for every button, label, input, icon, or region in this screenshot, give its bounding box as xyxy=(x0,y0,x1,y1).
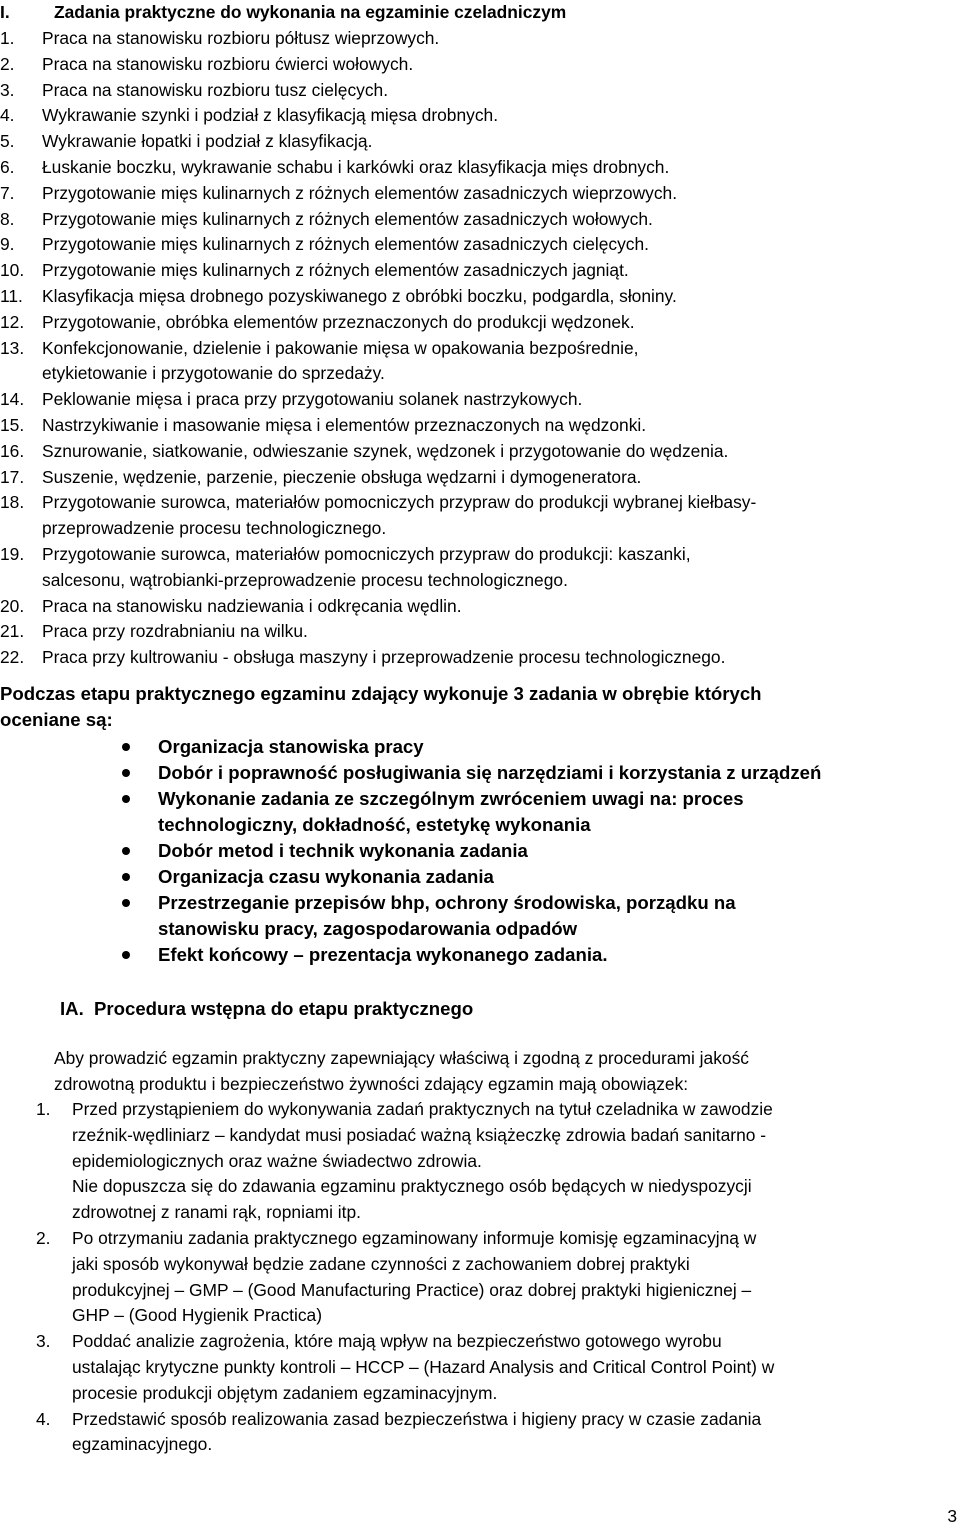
task-item xyxy=(0,336,958,388)
task-item xyxy=(0,232,958,258)
task-text xyxy=(42,181,958,207)
task-text-line: Łuskanie boczku, wykrawanie schabu i karkówki oraz klasyfikacja mięs drobnych. xyxy=(42,156,670,177)
task-item xyxy=(0,645,958,671)
task-number: 3. xyxy=(0,79,15,100)
task-text-line: Przygotowanie mięs kulinarnych z różnych elementów zasadniczych wieprzowych. xyxy=(42,182,678,203)
criterion-text xyxy=(158,760,958,786)
task-text xyxy=(42,619,958,645)
task-text-line: przeprowadzenie procesu technologicznego. xyxy=(42,518,387,539)
procedure-step-line: Po otrzymaniu zadania praktycznego egzaminowany informuje komisję egzaminacyjną w xyxy=(72,1227,757,1248)
task-text-line: Nastrzykiwanie i masowanie mięsa i elementów przeznaczonych na wędzonki. xyxy=(42,414,647,435)
criterion-text xyxy=(158,734,958,760)
task-number: 7. xyxy=(0,182,15,203)
bullet-icon xyxy=(0,864,158,890)
task-item xyxy=(0,619,958,645)
task-text xyxy=(42,310,958,336)
task-number: 5. xyxy=(0,131,15,152)
criterion-item xyxy=(0,734,958,760)
task-item xyxy=(0,490,958,542)
task-text-line: Konfekcjonowanie, dzielenie i pakowanie mięsa w opakowania bezpośrednie, xyxy=(42,337,639,358)
procedure-step xyxy=(0,1226,958,1329)
task-text xyxy=(42,465,958,491)
task-text-line: Praca przy rozdrabnianiu na wilku. xyxy=(42,621,308,642)
task-text xyxy=(42,387,958,413)
procedure-step-line: Przed przystąpieniem do wykonywania zadań praktycznych na tytuł czeladnika w zawodzie xyxy=(72,1099,773,1119)
procedure-step-number: 2. xyxy=(36,1227,51,1248)
task-item xyxy=(0,258,958,284)
procedure-heading xyxy=(60,996,940,1022)
task-text xyxy=(42,155,958,181)
criterion-item xyxy=(0,838,958,864)
task-text-line: Klasyfikacja mięsa drobnego pozyskiwanego z obróbki boczku, podgardla, słoniny. xyxy=(42,285,677,306)
task-number: 17. xyxy=(0,466,25,487)
task-number: 10. xyxy=(0,260,25,281)
criterion-text xyxy=(158,890,958,942)
task-item xyxy=(0,542,958,594)
task-number: 20. xyxy=(0,595,25,616)
procedure-step-line: Nie dopuszcza się do zdawania egzaminu praktycznego osób będących w niedyspozycji xyxy=(72,1176,752,1197)
task-number: 21. xyxy=(0,621,25,642)
task-text xyxy=(42,129,958,155)
criterion-text-line: Dobór metod i technik wykonania zadania xyxy=(158,840,528,861)
task-number: 4. xyxy=(0,105,15,126)
procedure-intro-line: zdrowotną produktu i bezpieczeństwo żywności zdający egzamin mają obowiązek: xyxy=(54,1073,689,1094)
task-item xyxy=(0,387,958,413)
task-item xyxy=(0,594,958,620)
procedure-step-text xyxy=(72,1097,958,1226)
task-text xyxy=(42,26,958,52)
task-item xyxy=(0,310,958,336)
task-text-line: Praca na stanowisku rozbioru ćwierci wołowych. xyxy=(42,53,414,74)
task-text-line: Przygotowanie surowca, materiałów pomocniczych przypraw do produkcji wybranej kiełbasy- xyxy=(42,492,757,513)
procedure-step xyxy=(0,1407,958,1459)
criterion-text-line: Efekt końcowy – prezentacja wykonanego zadania. xyxy=(158,944,608,965)
task-text-line: Przygotowanie mięs kulinarnych z różnych elementów zasadniczych wołowych. xyxy=(42,208,653,229)
procedure-step-line: zdrowotnej z ranami rąk, ropniami itp. xyxy=(72,1202,361,1223)
procedure-step-line: procesie produkcji objętym zadaniem egzaminacyjnym. xyxy=(72,1382,498,1403)
task-text-line: salcesonu, wątrobianki-przeprowadzenie procesu technologicznego. xyxy=(42,569,568,590)
procedure-step-line: egzaminacyjnego. xyxy=(72,1434,213,1455)
procedure-title: Procedura wstępna do etapu praktycznego xyxy=(94,998,474,1019)
task-text xyxy=(42,207,958,233)
task-text xyxy=(42,336,958,388)
task-text-line: Przygotowanie mięs kulinarnych z różnych elementów zasadniczych cielęcych. xyxy=(42,234,650,255)
task-text-line: Sznurowanie, siatkowanie, odwieszanie szynek, wędzonek i przygotowanie do wędzenia. xyxy=(42,440,729,461)
task-number: 14. xyxy=(0,389,25,410)
task-text xyxy=(42,413,958,439)
criterion-text-line: Przestrzeganie przepisów bhp, ochrony środowiska, porządku na xyxy=(158,892,736,913)
task-text xyxy=(42,52,958,78)
procedure-step-text xyxy=(72,1407,958,1459)
procedure-intro xyxy=(54,1046,934,1098)
task-number: 8. xyxy=(0,208,15,229)
task-item xyxy=(0,103,958,129)
criterion-text-line: Dobór i poprawność posługiwania się narzędziami i korzystania z urządzeń xyxy=(158,762,822,783)
task-number: 16. xyxy=(0,440,25,461)
criterion-text-line: technologiczny, dokładność, estetykę wykonania xyxy=(158,814,591,835)
procedure-number: IA. xyxy=(60,998,84,1019)
task-item xyxy=(0,26,958,52)
procedure-step-line: ustalając krytyczne punkty kontroli – HCCP – (Hazard Analysis and Critical Control Point) w xyxy=(72,1356,775,1377)
criterion-text-line: Organizacja czasu wykonania zadania xyxy=(158,866,494,887)
exam-description-line: Podczas etapu praktycznego egzaminu zdający wykonuje 3 zadania w obrębie których xyxy=(0,683,762,704)
exam-description-line: oceniane są: xyxy=(0,709,113,730)
criterion-text-line: Wykonanie zadania ze szczególnym zwróceniem uwagi na: proces xyxy=(158,788,744,809)
task-number: 9. xyxy=(0,234,15,255)
procedure-step-text xyxy=(72,1329,958,1406)
task-text xyxy=(42,645,958,671)
task-item xyxy=(0,78,958,104)
procedure-step xyxy=(0,1097,958,1226)
criterion-item xyxy=(0,942,958,968)
task-text xyxy=(42,232,958,258)
criterion-text xyxy=(158,786,958,838)
procedure-intro-line: Aby prowadzić egzamin praktyczny zapewniający właściwą i zgodną z procedurami jakość xyxy=(54,1048,749,1068)
criterion-item xyxy=(0,760,958,786)
task-number: 12. xyxy=(0,311,25,332)
criterion-text xyxy=(158,838,958,864)
task-text xyxy=(42,490,958,542)
task-text xyxy=(42,78,958,104)
criterion-item xyxy=(0,890,958,942)
procedure-step-line: rzeźnik-wędliniarz – kandydat musi posiadać ważną książeczkę zdrowia badań sanitarno - xyxy=(72,1124,767,1145)
bullet-icon xyxy=(0,890,158,942)
procedure-step xyxy=(0,1329,958,1406)
task-number: 15. xyxy=(0,414,25,435)
procedure-step-line: Przedstawić sposób realizowania zasad bezpieczeństwa i higieny pracy w czasie zadania xyxy=(72,1408,762,1429)
task-item xyxy=(0,465,958,491)
criterion-item xyxy=(0,786,958,838)
task-number: 22. xyxy=(0,647,25,668)
criterion-text-line: stanowisku pracy, zagospodarowania odpadów xyxy=(158,918,578,939)
task-text xyxy=(42,542,958,594)
task-item xyxy=(0,181,958,207)
task-item xyxy=(0,413,958,439)
task-text-line: Przygotowanie, obróbka elementów przeznaczonych do produkcji wędzonek. xyxy=(42,311,635,332)
criterion-text xyxy=(158,864,958,890)
procedure-step-line: produkcyjnej – GMP – (Good Manufacturing Practice) oraz dobrej praktyki higienicznej – xyxy=(72,1279,752,1300)
procedure-step-text xyxy=(72,1226,958,1329)
task-text-line: Peklowanie mięsa i praca przy przygotowaniu solanek nastrzykowych. xyxy=(42,389,583,410)
task-text-line: Suszenie, wędzenie, parzenie, pieczenie obsługa wędzarni i dymogeneratora. xyxy=(42,466,642,487)
procedure-step-line: jaki sposób wykonywał będzie zadane czynności z zachowaniem dobrej praktyki xyxy=(72,1253,690,1274)
criterion-text xyxy=(158,942,958,968)
task-number: 2. xyxy=(0,53,15,74)
task-item xyxy=(0,155,958,181)
task-text xyxy=(42,284,958,310)
task-item xyxy=(0,52,958,78)
task-text-line: Wykrawanie szynki i podział z klasyfikacją mięsa drobnych. xyxy=(42,105,499,126)
task-item xyxy=(0,129,958,155)
procedure-step-number: 3. xyxy=(36,1331,51,1352)
practical-tasks-list xyxy=(0,26,958,671)
procedure-step-line: epidemiologicznych oraz ważne świadectwo zdrowia. xyxy=(72,1150,482,1171)
task-text-line: Praca przy kultrowaniu - obsługa maszyny i przeprowadzenie procesu technologicznego. xyxy=(42,647,726,668)
task-text-line: Praca na stanowisku nadziewania i odkręcania wędlin. xyxy=(42,595,462,616)
bullet-icon xyxy=(0,838,158,864)
procedure-step-line: Poddać analizie zagrożenia, które mają wpływ na bezpieczeństwo gotowego wyrobu xyxy=(72,1331,722,1352)
task-item xyxy=(0,207,958,233)
procedure-steps-list xyxy=(0,1097,958,1458)
section-title: Zadania praktyczne do wykonania na egzaminie czeladniczym xyxy=(54,2,567,22)
procedure-step-number: 4. xyxy=(36,1408,51,1429)
bullet-icon xyxy=(0,942,158,968)
task-number: 13. xyxy=(0,337,25,358)
section-number: I. xyxy=(0,2,10,22)
task-text xyxy=(42,258,958,284)
task-text xyxy=(42,594,958,620)
task-text-line: Przygotowanie surowca, materiałów pomocniczych przypraw do produkcji: kaszanki, xyxy=(42,543,691,564)
task-item xyxy=(0,284,958,310)
exam-description xyxy=(0,681,958,733)
bullet-icon xyxy=(0,760,158,786)
task-text xyxy=(42,103,958,129)
task-number: 19. xyxy=(0,543,25,564)
task-text-line: etykietowanie i przygotowanie do sprzedaży. xyxy=(42,363,385,384)
task-text xyxy=(42,439,958,465)
section-heading xyxy=(0,0,960,26)
criterion-text-line: Organizacja stanowiska pracy xyxy=(158,736,424,757)
task-number: 1. xyxy=(0,28,15,48)
bullet-icon xyxy=(0,734,158,760)
bullet-icon xyxy=(0,786,158,838)
task-text-line: Praca na stanowisku rozbioru tusz cielęcych. xyxy=(42,79,389,100)
procedure-step-line: GHP – (Good Hygienik Practica) xyxy=(72,1305,323,1326)
task-number: 6. xyxy=(0,156,15,177)
task-number: 18. xyxy=(0,492,25,513)
evaluation-criteria-list xyxy=(0,734,958,968)
criterion-item xyxy=(0,864,958,890)
task-item xyxy=(0,439,958,465)
page-number: 3 xyxy=(947,1506,957,1526)
task-number: 11. xyxy=(0,285,23,306)
task-text-line: Przygotowanie mięs kulinarnych z różnych elementów zasadniczych jagniąt. xyxy=(42,260,629,281)
procedure-step-number: 1. xyxy=(36,1099,51,1119)
task-text-line: Praca na stanowisku rozbioru półtusz wieprzowych. xyxy=(42,28,440,48)
task-text-line: Wykrawanie łopatki i podział z klasyfikacją. xyxy=(42,131,373,152)
